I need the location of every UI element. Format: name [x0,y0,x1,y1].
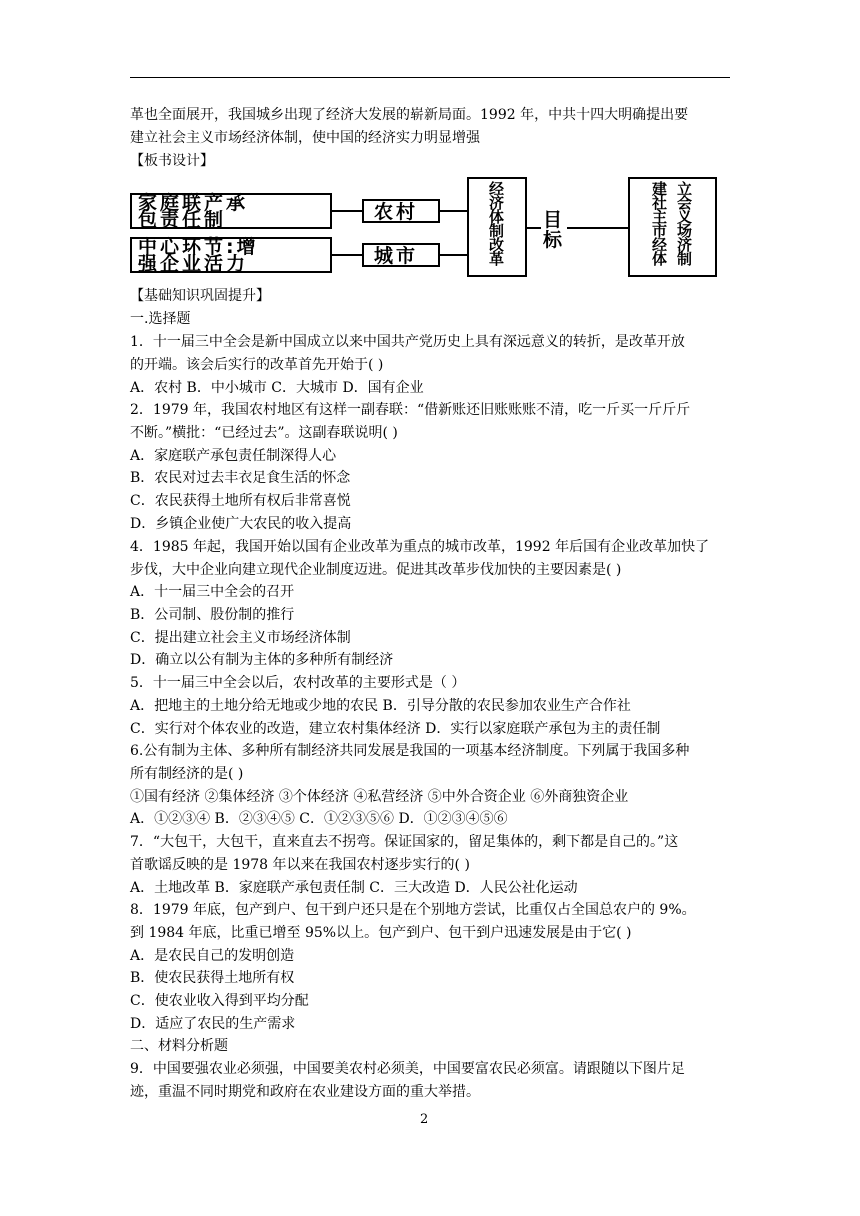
box-target-col-2: 立会义场济制 [675,181,693,265]
q7-line-2: 首歌谣反映的是 1978 年以来在我国农村逐步实行的( ) [130,857,470,873]
q6-options: A．①②③④ B．②③④⑤ C．①②③⑤⑥ D．①②③④⑤⑥ [130,811,508,827]
q8-option-d: D．适应了农民的生产需求 [130,1016,296,1032]
q2-line-1: 2．1979 年，我国农村地区有这样一副春联：“借新账还旧账账账不清，吃一斤买一斤斤斤 [130,402,691,418]
q5-line-1: 5．十一届三中全会以后，农村改革的主要形式是（ ） [130,675,466,691]
q2-option-a: A．家庭联产承包责任制深得人心 [130,448,337,464]
box-city-label: 城市 [374,245,419,267]
intro-line-1: 革也全面展开，我国城乡出现了经济大发展的崭新局面。1992 年，中共十四大明确提出要 [130,107,689,123]
page-number: 2 [420,1112,429,1127]
board-heading: 【板书设计】 [130,153,214,169]
box-economic-reform-label: 经济体制改革 [487,181,505,265]
connector-urban [332,254,362,256]
q5-options-ab: A．把地主的土地分给无地或少地的农民 B．引导分散的农民参加农业生产合作社 [130,698,631,714]
q2-option-b: B．农民对过去丰衣足食生活的怀念 [130,470,351,486]
q2-option-c: C．农民获得土地所有权后非常喜悦 [130,493,351,509]
header-rule [130,77,730,78]
box-rural [362,199,440,223]
q2-option-d: D．乡镇企业使广大农民的收入提高 [130,516,352,532]
q4-option-a: A．十一届三中全会的召开 [130,584,295,600]
box-rural-reform-line-1: 家庭联产承 [138,192,249,214]
q8-option-b: B．使农民获得土地所有权 [130,970,295,986]
q7-options: A．土地改革 B．家庭联产承包责任制 C．三大改造 D．人民公社化运动 [130,880,578,896]
section-heading-choice: 一.选择题 [130,311,191,327]
q1-line-2: 的开端。该会后实行的改革首先开始于( ) [130,357,384,373]
box-urban-reform-line-2: 强企业活力 [138,253,249,275]
q7-line-1: 7．“大包干，大包干，直来直去不拐弯。保证国家的，留足集体的，剩下都是自己的。”这 [130,834,679,850]
goal-label: 目标 [543,209,566,251]
box-urban-reform [130,237,332,273]
q5-options-cd: C．实行对个体农业的改造，建立农村集体经济 D．实行以家庭联产承包为主的责任制 [130,721,661,737]
box-city [362,243,440,267]
q4-option-c: C．提出建立社会主义市场经济体制 [130,630,351,646]
q4-line-2: 步伐，大中企业向建立现代企业制度迈进。促进其改革步伐加快的主要因素是( ) [130,562,622,578]
q6-items: ①国有经济 ②集体经济 ③个体经济 ④私营经济 ⑤中外合资企业 ⑥外商独资企业 [130,789,629,805]
q8-option-c: C．使农业收入得到平均分配 [130,993,309,1009]
connector-rural-econ [440,210,467,212]
intro-line-2: 建立社会主义市场经济体制，使中国的经济实力明显增强 [130,130,480,146]
box-urban-reform-line-1: 中心环节:增 [138,236,259,258]
q8-option-a: A．是农民自己的发明创造 [130,948,295,964]
connector-city-econ [440,254,467,256]
q6-line-1: 6.公有制为主体、多种所有制经济共同发展是我国的一项基本经济制度。下列属于我国多种 [130,743,690,759]
connector-rural [332,210,362,212]
q4-line-1: 4．1985 年起，我国开始以国有企业改革为重点的城市改革，1992 年后国有企业改革加快了 [130,539,710,555]
q8-line-1: 8．1979 年底，包产到户、包干到户还只是在个别地方尝试，比重仅占全国总农户的 9%。 [130,902,696,918]
section-heading-basic: 【基础知识巩固提升】 [130,288,270,304]
q1-options: A．农村 B．中小城市 C．大城市 D．国有企业 [130,380,424,396]
box-rural-label: 农村 [374,201,419,223]
box-economic-reform [467,177,527,277]
q6-line-2: 所有制经济的是( ) [130,766,244,782]
q9-line-2: 迹，重温不同时期党和政府在农业建设方面的重大举措。 [130,1084,480,1100]
box-target [628,177,717,277]
box-rural-reform-line-2: 包责任制 [138,209,227,231]
box-rural-reform [130,193,332,229]
q9-line-1: 9．中国要强农业必须强，中国要美农村必须美，中国要富农民必须富。请跟随以下图片足 [130,1061,685,1077]
box-target-col-1: 建社主市经体 [650,181,668,265]
q4-option-d: D．确立以公有制为主体的多种所有制经济 [130,652,394,668]
section-heading-material: 二、材料分析题 [130,1038,228,1054]
q8-line-2: 到 1984 年底，比重已增至 95%以上。包产到户、包干到户迅速发展是由于它( ) [130,925,632,941]
q1-line-1: 1．十一届三中全会是新中国成立以来中国共产党历史上具有深远意义的转折，是改革开放 [130,334,685,350]
q2-line-2: 不断。”横批：“已经过去”。这副春联说明( ) [130,425,398,441]
q4-option-b: B．公司制、股份制的推行 [130,607,295,623]
